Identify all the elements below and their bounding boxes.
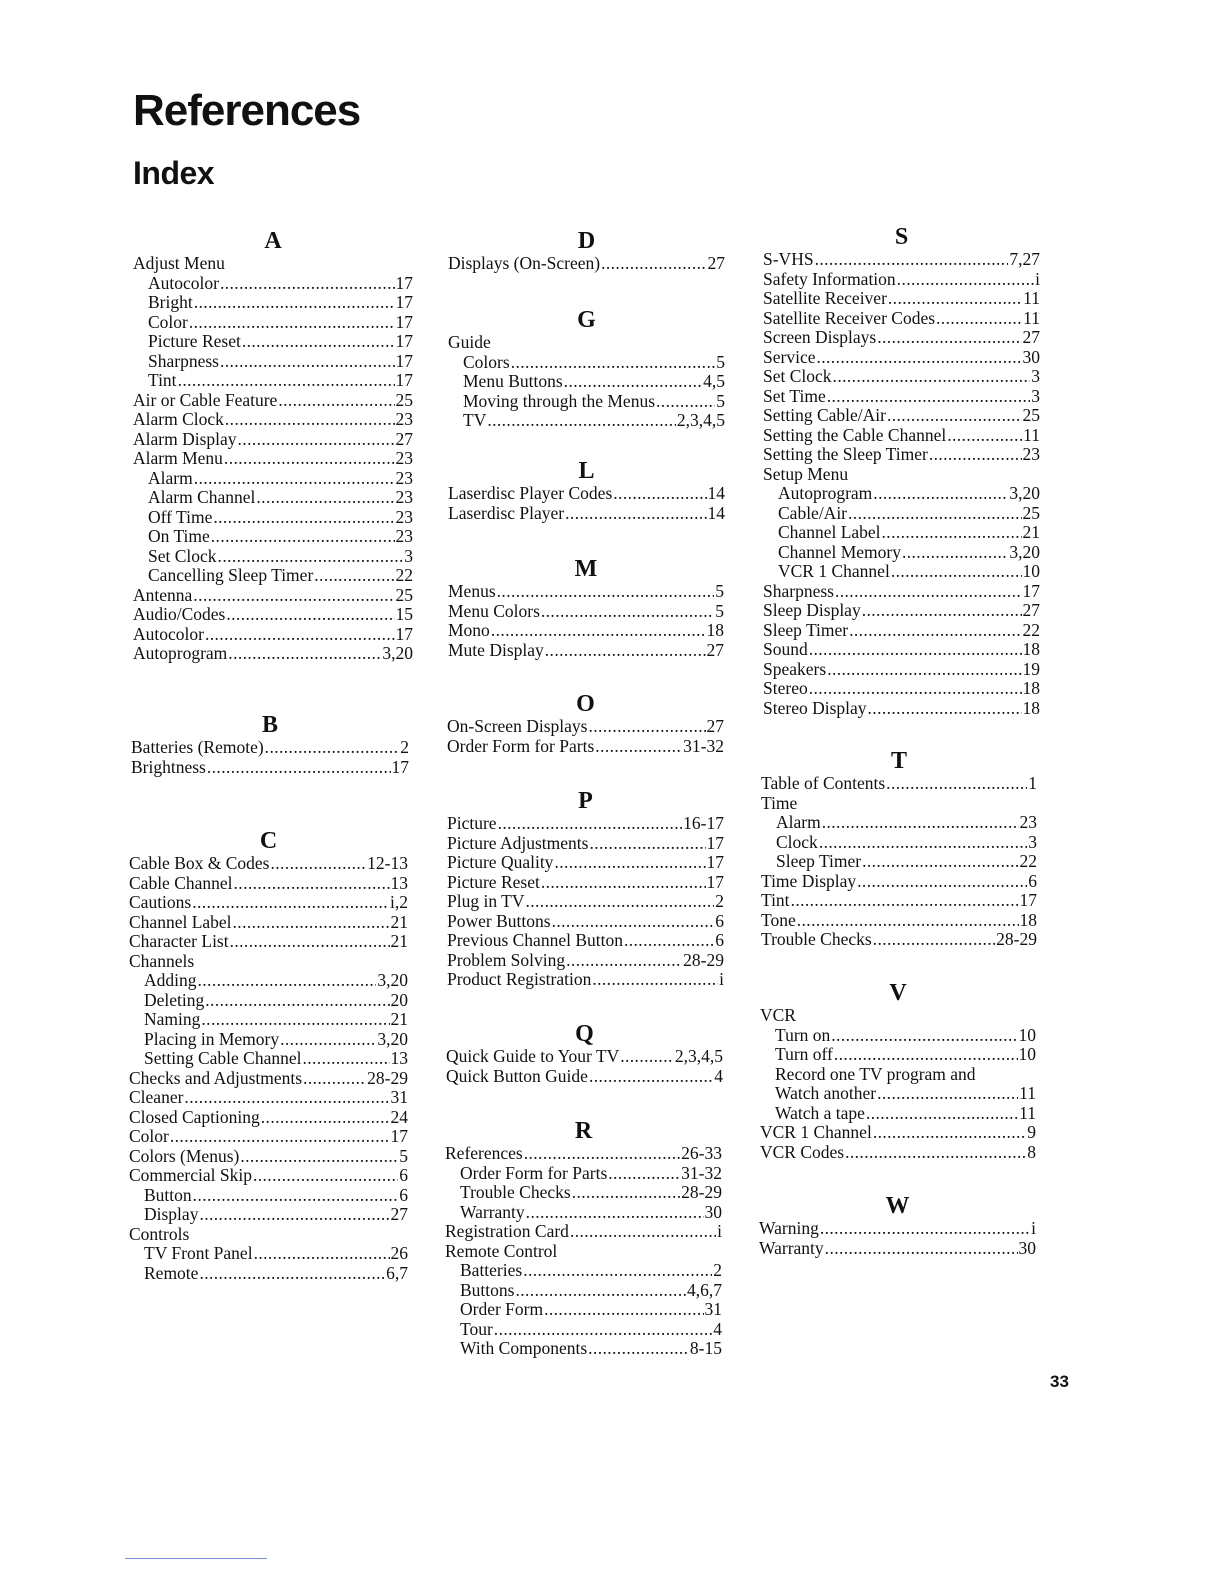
section-letter: D xyxy=(577,228,596,254)
index-entry: Moving through the Menus ..... 5 xyxy=(448,392,725,412)
index-entry: Checks and Adjustments ..... 28-29 xyxy=(129,1069,408,1089)
index-entry: Quick Button Guide ..... 4 xyxy=(446,1067,723,1087)
index-section-c xyxy=(129,828,408,1283)
index-entry: Setup Menu xyxy=(763,463,849,484)
index-entry: VCR Codes ..... 8 xyxy=(760,1143,1036,1163)
index-entry: Button ..... 6 xyxy=(129,1186,408,1206)
index-entry: Audio/Codes ..... 15 xyxy=(133,605,413,625)
index-section-t xyxy=(761,748,1037,950)
index-entry: Menu Buttons ..... 4,5 xyxy=(448,372,725,392)
index-entry: References ..... 26-33 xyxy=(445,1144,722,1164)
index-entry: Off Time ..... 23 xyxy=(133,508,413,528)
index-entry: Batteries ..... 2 xyxy=(445,1261,722,1281)
index-entry: Alarm Clock ..... 23 xyxy=(133,410,413,430)
index-entry: Setting Cable Channel ..... 13 xyxy=(129,1049,408,1069)
index-entry: Brightness ..... 17 xyxy=(131,758,409,778)
index-section-p xyxy=(447,788,724,990)
index-entry: Power Buttons ..... 6 xyxy=(447,912,724,932)
index-entry: Product Registration ..... i xyxy=(447,970,724,990)
index-entry: Satellite Receiver Codes ..... 11 xyxy=(763,309,1040,329)
page-title: References xyxy=(133,86,361,135)
index-entry: Picture Adjustments ..... 17 xyxy=(447,834,724,854)
index-entry: Cleaner ..... 31 xyxy=(129,1088,408,1108)
index-entry: Setting the Cable Channel ..... 11 xyxy=(763,426,1040,446)
page-number: 33 xyxy=(1050,1372,1069,1391)
index-entry: Antenna ..... 25 xyxy=(133,586,413,606)
index-entry: Colors ..... 5 xyxy=(448,353,725,373)
index-entry: Channel Label ..... 21 xyxy=(763,523,1040,543)
index-entry: Autoprogram ..... 3,20 xyxy=(763,484,1040,504)
index-entry: Color ..... 17 xyxy=(129,1127,408,1147)
index-entry: Autoprogram ..... 3,20 xyxy=(133,644,413,664)
index-entry: Alarm Display ..... 27 xyxy=(133,430,413,450)
index-entry: TV Front Panel ..... 26 xyxy=(129,1244,408,1264)
index-entry: Cautions ..... i,2 xyxy=(129,893,408,913)
index-entry: Sound ..... 18 xyxy=(763,640,1040,660)
index-entry: Channel Memory ..... 3,20 xyxy=(763,543,1040,563)
index-entry: Order Form for Parts ..... 31-32 xyxy=(445,1164,722,1184)
index-entry: Mono ..... 18 xyxy=(448,621,724,641)
index-entry: Record one TV program and xyxy=(775,1063,976,1084)
index-entry: Batteries (Remote) ..... 2 xyxy=(131,738,409,758)
index-entry: Clock ..... 3 xyxy=(761,833,1037,853)
index-entry: Cancelling Sleep Timer ..... 22 xyxy=(133,566,413,586)
index-section-g xyxy=(448,307,725,431)
index-entry: Sharpness ..... 17 xyxy=(133,352,413,372)
index-entry: Laserdisc Player Codes ..... 14 xyxy=(448,484,725,504)
index-section-w xyxy=(759,1193,1036,1258)
index-entry: VCR 1 Channel ..... 9 xyxy=(760,1123,1036,1143)
section-letter: P xyxy=(578,788,593,814)
index-section-q xyxy=(446,1021,723,1086)
index-section-o xyxy=(447,691,724,756)
index-entry: Tint ..... 17 xyxy=(761,891,1037,911)
section-letter: W xyxy=(885,1193,910,1219)
index-entry: Commercial Skip ..... 6 xyxy=(129,1166,408,1186)
index-entry: Cable Channel ..... 13 xyxy=(129,874,408,894)
index-entry: Channels xyxy=(129,950,195,971)
index-entry: Remote Control xyxy=(445,1240,558,1261)
index-entry: Menus ..... 5 xyxy=(448,582,724,602)
index-entry: Picture Quality ..... 17 xyxy=(447,853,724,873)
index-section-s xyxy=(763,224,1040,718)
index-entry: TV ..... 2,3,4,5 xyxy=(448,411,725,431)
index-entry: Placing in Memory ..... 3,20 xyxy=(129,1030,408,1050)
index-entry: Service ..... 30 xyxy=(763,348,1040,368)
index-section-b xyxy=(131,712,409,777)
index-entry: Setting Cable/Air ..... 25 xyxy=(763,406,1040,426)
index-entry: Picture Reset ..... 17 xyxy=(133,332,413,352)
index-entry: Set Time ..... 3 xyxy=(763,387,1040,407)
index-entry: Tone ..... 18 xyxy=(761,911,1037,931)
index-entry: Colors (Menus) ..... 5 xyxy=(129,1147,408,1167)
index-entry: Closed Captioning ..... 24 xyxy=(129,1108,408,1128)
index-entry: Time Display ..... 6 xyxy=(761,872,1037,892)
index-entry: Autocolor ..... 17 xyxy=(133,274,413,294)
index-entry: Satellite Receiver ..... 11 xyxy=(763,289,1040,309)
index-entry: Alarm Menu ..... 23 xyxy=(133,449,413,469)
index-entry: Alarm Channel ..... 23 xyxy=(133,488,413,508)
index-entry: VCR 1 Channel ..... 10 xyxy=(763,562,1040,582)
index-entry: Safety Information ..... i xyxy=(763,270,1040,290)
index-entry: Autocolor ..... 17 xyxy=(133,625,413,645)
index-entry: Screen Displays ..... 27 xyxy=(763,328,1040,348)
index-entry: Menu Colors ..... 5 xyxy=(448,602,724,622)
index-entry: Warranty ..... 30 xyxy=(445,1203,722,1223)
index-entry: Trouble Checks ..... 28-29 xyxy=(761,930,1037,950)
index-entry: Laserdisc Player ..... 14 xyxy=(448,504,725,524)
index-entry: Turn off ..... 10 xyxy=(760,1045,1036,1065)
index-entry: S-VHS ..... 7,27 xyxy=(763,250,1040,270)
section-letter: O xyxy=(576,691,595,717)
index-entry: Displays (On-Screen) ..... 27 xyxy=(448,254,725,274)
index-entry: Turn on ..... 10 xyxy=(760,1026,1036,1046)
index-entry: Display ..... 27 xyxy=(129,1205,408,1225)
index-entry: Alarm ..... 23 xyxy=(761,813,1037,833)
index-entry: Problem Solving ..... 28-29 xyxy=(447,951,724,971)
section-letter: R xyxy=(574,1118,593,1144)
index-entry: Order Form for Parts ..... 31-32 xyxy=(447,737,724,757)
index-entry: Warranty ..... 30 xyxy=(759,1239,1036,1259)
index-entry: On-Screen Displays ..... 27 xyxy=(447,717,724,737)
index-entry: Set Clock ..... 3 xyxy=(763,367,1040,387)
index-section-r xyxy=(445,1118,722,1359)
index-section-v xyxy=(760,980,1036,1162)
section-letter: A xyxy=(264,228,282,254)
index-section-d xyxy=(448,228,725,274)
index-entry: Order Form ..... 31 xyxy=(445,1300,722,1320)
index-entry: Sleep Display ..... 27 xyxy=(763,601,1040,621)
index-entry: Watch another ..... 11 xyxy=(760,1084,1036,1104)
index-entry: Alarm ..... 23 xyxy=(133,469,413,489)
page-subtitle: Index xyxy=(133,155,215,191)
index-entry: Stereo ..... 18 xyxy=(763,679,1040,699)
index-entry: Sleep Timer ..... 22 xyxy=(763,621,1040,641)
index-entry: Adding ..... 3,20 xyxy=(129,971,408,991)
index-entry: Deleting ..... 20 xyxy=(129,991,408,1011)
index-section-l xyxy=(448,458,725,523)
index-entry: Tour ..... 4 xyxy=(445,1320,722,1340)
section-letter: B xyxy=(261,712,278,738)
index-section-m xyxy=(448,556,724,660)
section-letter: M xyxy=(574,556,598,582)
index-entry: Mute Display ..... 27 xyxy=(448,641,724,661)
section-letter: T xyxy=(890,748,907,774)
index-entry: On Time ..... 23 xyxy=(133,527,413,547)
index-entry: Previous Channel Button ..... 6 xyxy=(447,931,724,951)
section-letter: Q xyxy=(575,1021,594,1047)
index-entry: Channel Label ..... 21 xyxy=(129,913,408,933)
index-entry: Warning ..... i xyxy=(759,1219,1036,1239)
index-entry: Tint ..... 17 xyxy=(133,371,413,391)
index-entry: Controls xyxy=(129,1223,190,1244)
index-entry: Set Clock ..... 3 xyxy=(133,547,413,567)
index-entry: Watch a tape ..... 11 xyxy=(760,1104,1036,1124)
divider xyxy=(125,1558,267,1559)
index-entry: Stereo Display ..... 18 xyxy=(763,699,1040,719)
index-entry: Adjust Menu xyxy=(133,253,225,273)
index-entry: Naming ..... 21 xyxy=(129,1010,408,1030)
index-entry: Speakers ..... 19 xyxy=(763,660,1040,680)
index-entry: Plug in TV ..... 2 xyxy=(447,892,724,912)
index-entry: With Components ..... 8-15 xyxy=(445,1339,722,1359)
index-entry: Buttons ..... 4,6,7 xyxy=(445,1281,722,1301)
index-entry: Trouble Checks ..... 28-29 xyxy=(445,1183,722,1203)
index-entry: Table of Contents ..... 1 xyxy=(761,774,1037,794)
index-entry: Sharpness ..... 17 xyxy=(763,582,1040,602)
index-entry: Setting the Sleep Timer ..... 23 xyxy=(763,445,1040,465)
index-entry: Color ..... 17 xyxy=(133,313,413,333)
index-entry: Sleep Timer ..... 22 xyxy=(761,852,1037,872)
index-entry: Picture ..... 16-17 xyxy=(447,814,724,834)
index-entry: Picture Reset ..... 17 xyxy=(447,873,724,893)
index-entry: Bright ..... 17 xyxy=(133,293,413,313)
index-entry: Registration Card ..... i xyxy=(445,1222,722,1242)
index-entry: Quick Guide to Your TV ..... 2,3,4,5 xyxy=(446,1047,723,1067)
section-letter: V xyxy=(889,980,907,1006)
section-letter: C xyxy=(259,828,278,854)
section-letter: G xyxy=(577,307,596,333)
index-entry: Guide xyxy=(448,332,491,352)
index-section-a xyxy=(133,228,413,664)
index-entry: Time xyxy=(761,792,798,813)
index-entry: VCR xyxy=(760,1005,796,1025)
section-letter: S xyxy=(894,224,909,250)
index-entry: Air or Cable Feature ..... 25 xyxy=(133,391,413,411)
index-entry: Cable Box & Codes ..... 12-13 xyxy=(129,854,408,874)
index-entry: Character List ..... 21 xyxy=(129,932,408,952)
index-entry: Cable/Air ..... 25 xyxy=(763,504,1040,524)
index-entry: Remote ..... 6,7 xyxy=(129,1264,408,1284)
section-letter: L xyxy=(578,458,595,484)
